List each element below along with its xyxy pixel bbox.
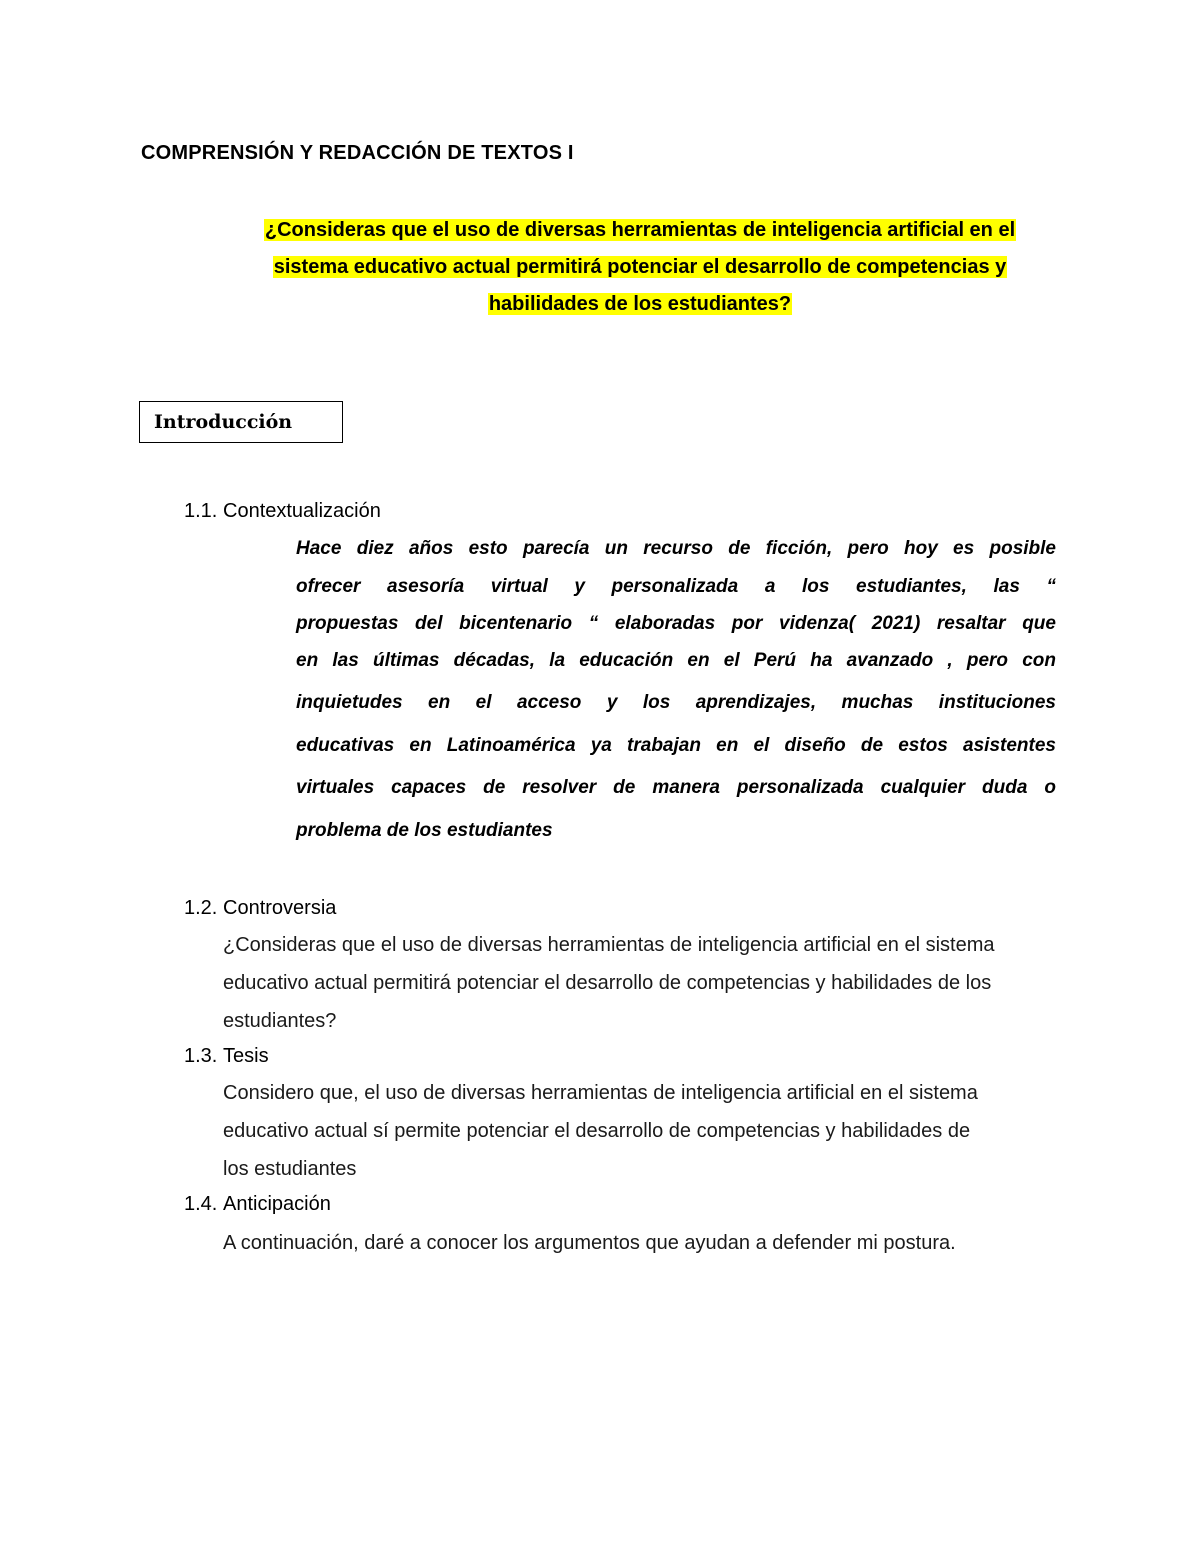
question-line [150, 249, 1130, 286]
section-heading-contextualizacion [184, 500, 381, 523]
introduction-box [139, 401, 343, 443]
paragraph-line: problema de los estudiantes [296, 820, 553, 841]
paragraph-line: educativas en Latinoamérica ya trabajan en el diseño de estos asistentes [296, 735, 1056, 756]
introduction-label: Introducción [154, 411, 293, 433]
section-title: Contextualización [223, 500, 381, 522]
section-title: Tesis [223, 1045, 269, 1067]
question-highlight: habilidades de los estudiantes? [488, 293, 792, 315]
section-number: 1.1. [184, 500, 218, 522]
question-line [150, 286, 1130, 323]
document-title: COMPRENSIÓN Y REDACCIÓN DE TEXTOS I [141, 142, 574, 164]
paragraph-line: inquietudes en el acceso y los aprendizajes, muchas instituciones [296, 692, 1056, 713]
section-number: 1.3. [184, 1045, 218, 1067]
paragraph-line: educativo actual sí permite potenciar el desarrollo de competencias y habilidades de [223, 1120, 971, 1142]
section-title: Controversia [223, 897, 337, 919]
section-number: 1.4. [184, 1193, 218, 1215]
paragraph-line: A continuación, daré a conocer los argumentos que ayudan a defender mi postura. [223, 1232, 956, 1254]
paragraph-line: educativo actual permitirá potenciar el desarrollo de competencias y habilidades de los [223, 972, 992, 994]
section-heading-tesis [184, 1045, 269, 1068]
question-line [150, 212, 1130, 249]
section-title: Anticipación [223, 1193, 331, 1215]
paragraph-line: virtuales capaces de resolver de manera personalizada cualquier duda o [296, 777, 1056, 798]
paragraph-line: en las últimas décadas, la educación en el Perú ha avanzado , pero con [296, 650, 1056, 671]
question-highlight: sistema educativo actual permitirá potenciar el desarrollo de competencias y [273, 256, 1007, 278]
paragraph-line: ¿Consideras que el uso de diversas herramientas de inteligencia artificial en el sistema [223, 934, 995, 956]
section-heading-controversia [184, 897, 336, 920]
paragraph-line: propuestas del bicentenario “ elaboradas por videnza( 2021) resaltar que [296, 613, 1056, 634]
highlighted-question [150, 212, 1130, 323]
paragraph-line: los estudiantes [223, 1158, 357, 1180]
paragraph-line: Considero que, el uso de diversas herramientas de inteligencia artificial en el sistema [223, 1082, 978, 1104]
paragraph-line: Hace diez años esto parecía un recurso de ficción, pero hoy es posible [296, 538, 1056, 559]
question-highlight: ¿Consideras que el uso de diversas herramientas de inteligencia artificial en el [264, 219, 1016, 241]
paragraph-line: ofrecer asesoría virtual y personalizada a los estudiantes, las “ [296, 576, 1056, 597]
paragraph-line: estudiantes? [223, 1010, 337, 1032]
section-heading-anticipacion [184, 1193, 331, 1216]
section-number: 1.2. [184, 897, 218, 919]
